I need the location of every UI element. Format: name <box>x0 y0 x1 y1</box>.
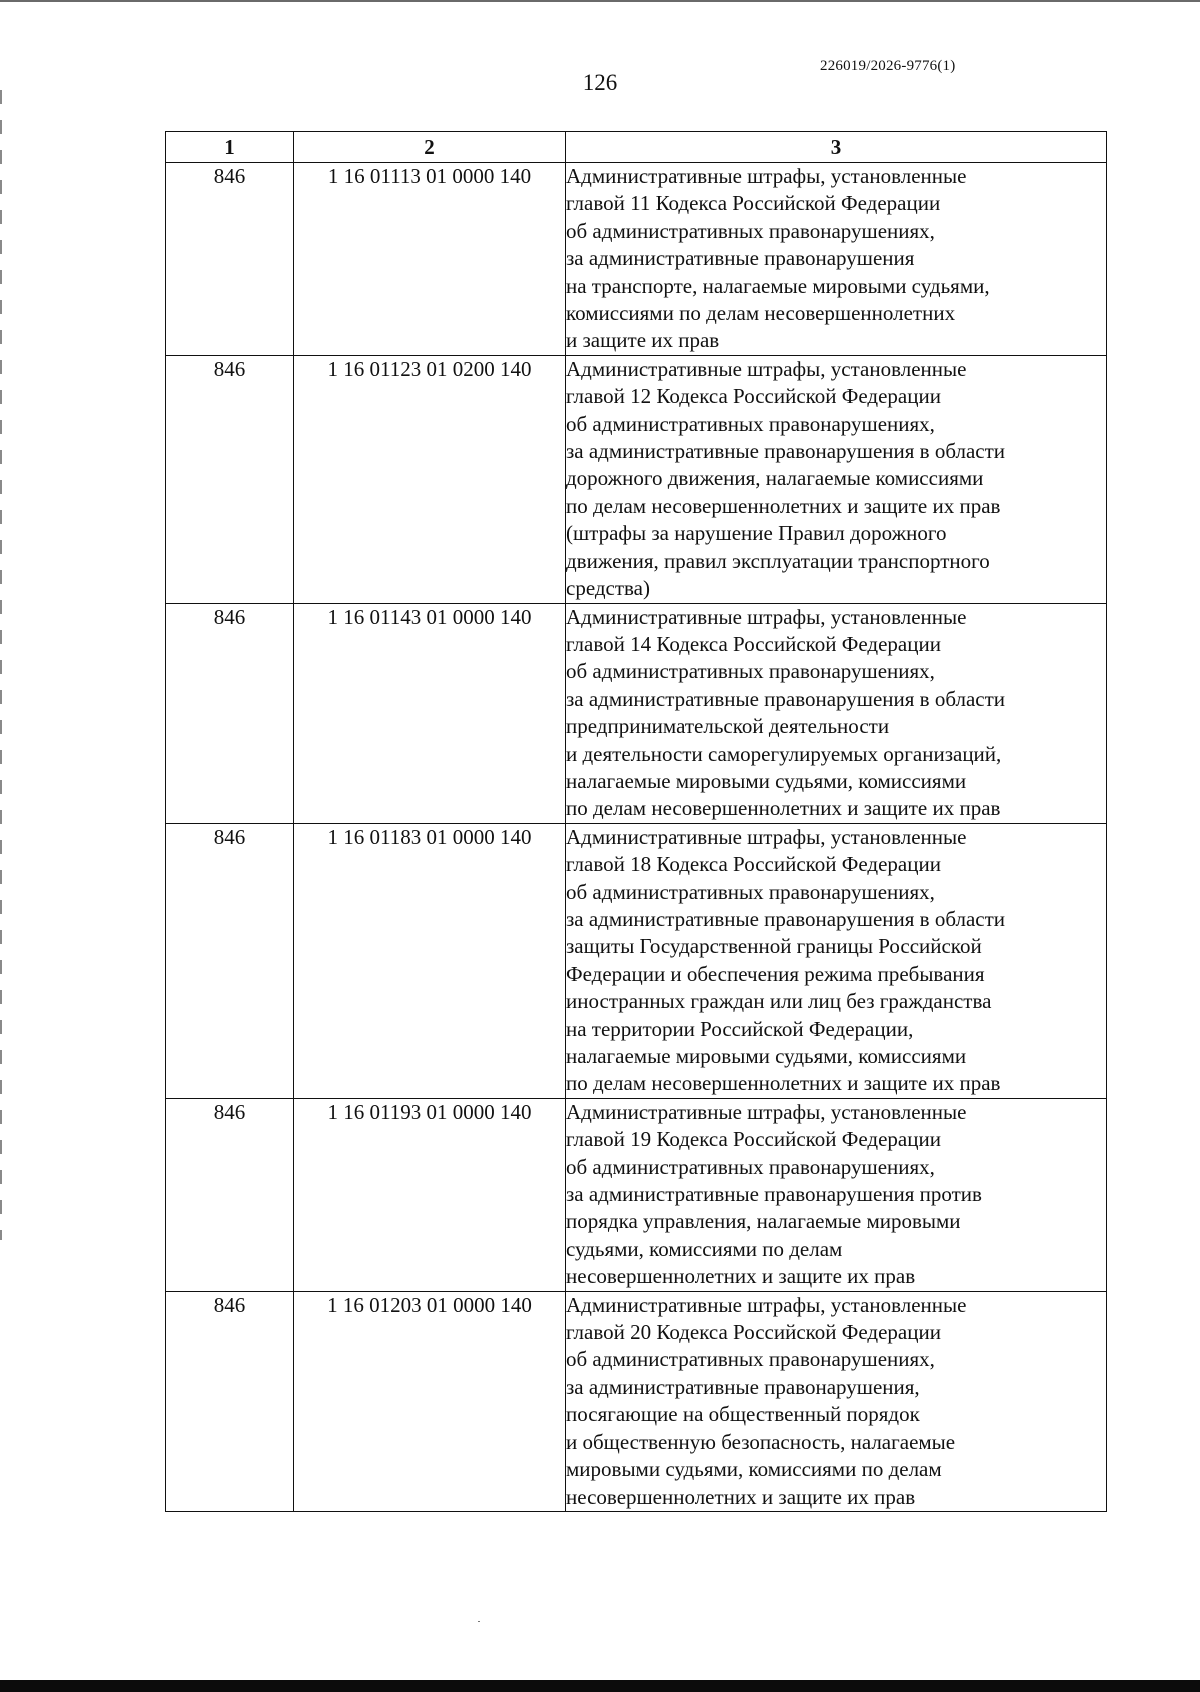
income-code-cell: 1 16 01123 01 0200 140 <box>294 355 566 603</box>
description-line: за административные правонарушения в области <box>566 906 1006 931</box>
description-cell <box>566 1291 1107 1511</box>
description-line: Административные штрафы, установленные <box>566 1099 967 1124</box>
description-line: налагаемые мировыми судьями, комиссиями <box>566 1044 967 1068</box>
description-line: Административные штрафы, установленные <box>566 164 967 188</box>
fines-table <box>165 131 1107 1512</box>
description-line: главой 12 Кодекса Российской Федерации <box>566 384 941 409</box>
description-cell <box>566 603 1107 823</box>
description-cell <box>566 163 1107 356</box>
description-line: иностранных граждан или лиц без гражданства <box>566 989 992 1014</box>
table-row <box>166 355 1107 603</box>
admin-code-cell: 846 <box>166 1098 294 1291</box>
table-body <box>166 163 1107 1512</box>
description-line: главой 18 Кодекса Российской Федерации <box>566 852 941 877</box>
description-line: и общественную безопасность, налагаемые <box>566 1429 956 1454</box>
description-line: за административные правонарушения в области <box>566 439 1006 464</box>
table-row <box>166 603 1107 823</box>
description-line: Административные штрафы, установленные <box>566 1292 967 1317</box>
admin-code-cell: 846 <box>166 823 294 1098</box>
description-line: по делам несовершеннолетних и защите их прав <box>566 796 1001 821</box>
column-header-2: 2 <box>294 132 566 163</box>
admin-code-cell: 846 <box>166 1291 294 1511</box>
description-line: судьями, комиссиями по делам <box>566 1236 843 1261</box>
description-line: посягающие на общественный порядок <box>566 1402 920 1427</box>
description-line: на территории Российской Федерации, <box>566 1016 914 1041</box>
column-header-3: 3 <box>566 132 1107 163</box>
table-row <box>166 163 1107 356</box>
description-line: Федерации и обеспечения режима пребывания <box>566 961 985 986</box>
description-line: защиты Государственной границы Российской <box>566 934 982 959</box>
description-line: несовершеннолетних и защите их прав <box>566 1484 916 1509</box>
income-code-cell: 1 16 01203 01 0000 140 <box>294 1291 566 1511</box>
description-line: об административных правонарушениях, <box>566 659 935 684</box>
scan-edge-left <box>0 90 2 1240</box>
income-code-cell: 1 16 01193 01 0000 140 <box>294 1098 566 1291</box>
description-line: комиссиями по делам несовершеннолетних <box>566 301 956 326</box>
table-row <box>166 1291 1107 1511</box>
description-line: (штрафы за нарушение Правил дорожного <box>566 521 947 546</box>
page-number: 126 <box>582 70 618 95</box>
description-line: об административных правонарушениях, <box>566 1154 935 1179</box>
income-code-cell: 1 16 01183 01 0000 140 <box>294 823 566 1098</box>
admin-code-cell: 846 <box>166 355 294 603</box>
description-line: главой 11 Кодекса Российской Федерации <box>566 191 941 216</box>
description-line: Административные штрафы, установленные <box>566 356 967 381</box>
description-line: дорожного движения, налагаемые комиссиями <box>566 466 984 491</box>
description-line: порядка управления, налагаемые мировыми <box>566 1209 961 1234</box>
description-line: Административные штрафы, установленные <box>566 604 967 629</box>
description-line: главой 14 Кодекса Российской Федерации <box>566 631 941 656</box>
column-header-1: 1 <box>166 132 294 163</box>
description-line: на транспорте, налагаемые мировыми судьями, <box>566 273 990 298</box>
description-line: налагаемые мировыми судьями, комиссиями <box>566 768 967 793</box>
description-line: по делам несовершеннолетних и защите их прав <box>566 1071 1001 1096</box>
description-line: главой 19 Кодекса Российской Федерации <box>566 1127 941 1152</box>
description-line: главой 20 Кодекса Российской Федерации <box>566 1320 941 1345</box>
description-cell <box>566 355 1107 603</box>
scan-edge-top <box>0 0 1200 2</box>
income-code-cell: 1 16 01143 01 0000 140 <box>294 603 566 823</box>
description-line: за административные правонарушения <box>566 246 915 271</box>
description-line: за административные правонарушения, <box>566 1374 920 1399</box>
document-number: 226019/2026-9776(1) <box>820 58 956 74</box>
table-row <box>166 1098 1107 1291</box>
description-line: за административные правонарушения против <box>566 1182 982 1207</box>
description-line: и деятельности саморегулируемых организаций, <box>566 741 1002 766</box>
description-line: об административных правонарушениях, <box>566 218 935 243</box>
admin-code-cell: 846 <box>166 603 294 823</box>
admin-code-cell: 846 <box>166 163 294 356</box>
description-line: за административные правонарушения в области <box>566 686 1006 711</box>
description-line: несовершеннолетних и защите их прав <box>566 1264 916 1289</box>
description-line: и защите их прав <box>566 328 720 353</box>
description-line: движения, правил эксплуатации транспортного <box>566 548 990 573</box>
description-line: об административных правонарушениях, <box>566 879 935 904</box>
description-line: Административные штрафы, установленные <box>566 824 967 849</box>
description-line: об административных правонарушениях, <box>566 1347 935 1372</box>
description-line: предпринимательской деятельности <box>566 714 890 739</box>
description-line: мировыми судьями, комиссиями по делам <box>566 1457 942 1482</box>
table-header-row <box>166 132 1107 163</box>
description-line: средства) <box>566 576 650 601</box>
description-cell <box>566 1098 1107 1291</box>
scan-edge-bottom <box>0 1680 1200 1692</box>
description-line: по делам несовершеннолетних и защите их прав <box>566 493 1001 518</box>
description-cell <box>566 823 1107 1098</box>
table-row <box>166 823 1107 1098</box>
income-code-cell: 1 16 01113 01 0000 140 <box>294 163 566 356</box>
scan-speck <box>478 1621 480 1622</box>
description-line: об административных правонарушениях, <box>566 411 935 436</box>
